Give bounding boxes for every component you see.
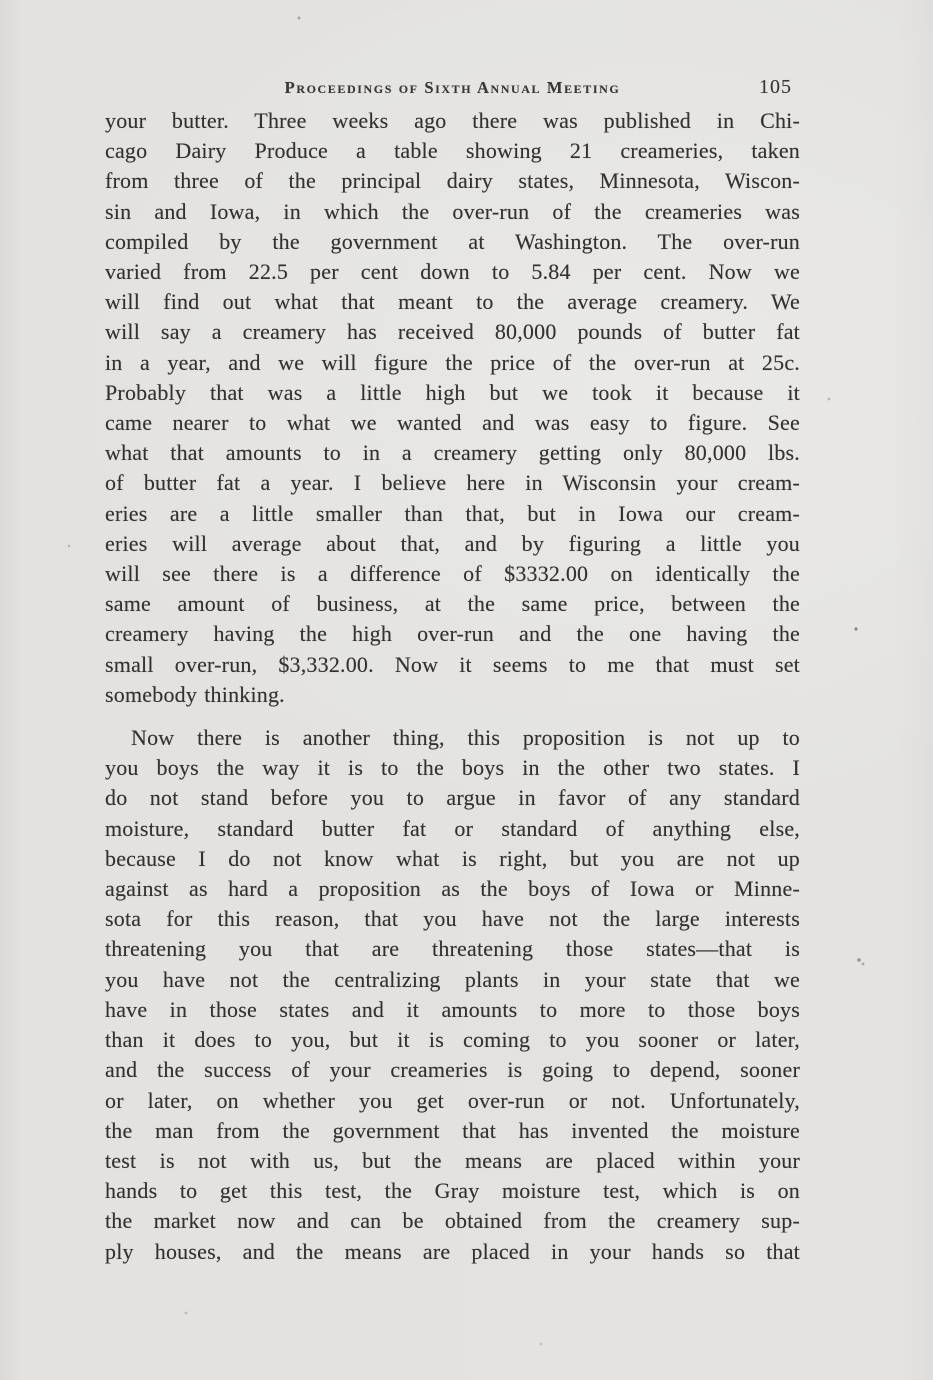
text-line: same amount of business, at the same price, between the — [105, 591, 800, 617]
text-line: hands to get this test, the Gray moisture test, which is on — [105, 1178, 800, 1204]
text-line: against as hard a proposition as the boys of Iowa or Minne- — [105, 876, 800, 902]
text-line: of butter fat a year. I believe here in Wisconsin your cream- — [105, 470, 800, 496]
text-line: your butter. Three weeks ago there was published in Chi- — [105, 108, 800, 133]
text-line: ply houses, and the means are placed in your hands so that — [105, 1238, 800, 1264]
text-line: small over-run, $3,332.00. Now it seems to me that must set — [105, 651, 800, 677]
text-line: eries will average about that, and by figuring a little you — [105, 530, 800, 556]
text-line: than it does to you, but it is coming to you sooner or later, — [105, 1027, 800, 1053]
text-line: in a year, and we will figure the price of the over-run at 25c. — [105, 349, 800, 375]
text-line: moisture, standard butter fat or standard of anything else, — [105, 815, 800, 841]
text-line: varied from 22.5 per cent down to 5.84 per cent. Now we — [105, 259, 800, 285]
text-line: the market now and can be obtained from the creamery sup- — [105, 1208, 800, 1234]
text-line: will say a creamery has received 80,000 pounds of butter fat — [105, 319, 800, 345]
text-line: from three of the principal dairy states, Minnesota, Wiscon- — [105, 168, 800, 194]
text-line: test is not with us, but the means are placed within your — [105, 1147, 800, 1173]
page-header — [105, 78, 800, 102]
text-line: you have not the centralizing plants in your state that we — [105, 966, 800, 992]
text-line: because I do not know what is right, but you are not up — [105, 845, 800, 871]
text-line: have in those states and it amounts to more to those boys — [105, 996, 800, 1022]
page-number: 105 — [759, 76, 792, 98]
text-line: sin and Iowa, in which the over-run of the creameries was — [105, 198, 800, 224]
text-line: what that amounts to in a creamery getting only 80,000 lbs. — [105, 440, 800, 466]
text-line: or later, on whether you get over-run or not. Unfortunately, — [105, 1087, 800, 1113]
page-body — [105, 106, 800, 1267]
text-line: cago Dairy Produce a table showing 21 creameries, taken — [105, 138, 800, 164]
text-line: sota for this reason, that you have not the large interests — [105, 906, 800, 932]
text-line: Now there is another thing, this proposition is not up to — [131, 725, 800, 751]
paragraph — [105, 723, 800, 1267]
running-title: Proceedings of Sixth Annual Meeting — [284, 78, 621, 97]
text-line: do not stand before you to argue in favor of any standard — [105, 785, 800, 811]
text-line: Probably that was a little high but we took it because it — [105, 379, 800, 405]
text-line: will see there is a difference of $3332.00 on identically the — [105, 561, 800, 587]
text-line: compiled by the government at Washington. The over-run — [105, 228, 800, 254]
text-line: somebody thinking. — [105, 681, 285, 707]
paragraph — [105, 106, 800, 710]
scan-specks — [0, 0, 2, 2]
text-line: threatening you that are threatening those states—that is — [105, 936, 800, 962]
text-line: and the success of your creameries is going to depend, sooner — [105, 1057, 800, 1083]
text-line: the man from the government that has invented the moisture — [105, 1117, 800, 1143]
text-line: you boys the way it is to the boys in the other two states. I — [105, 755, 800, 781]
text-line: will find out what that meant to the average creamery. We — [105, 289, 800, 315]
text-line: came nearer to what we wanted and was easy to figure. See — [105, 410, 800, 436]
text-line: eries are a little smaller than that, but in Iowa our cream- — [105, 500, 800, 526]
text-line: creamery having the high over-run and the one having the — [105, 621, 800, 647]
